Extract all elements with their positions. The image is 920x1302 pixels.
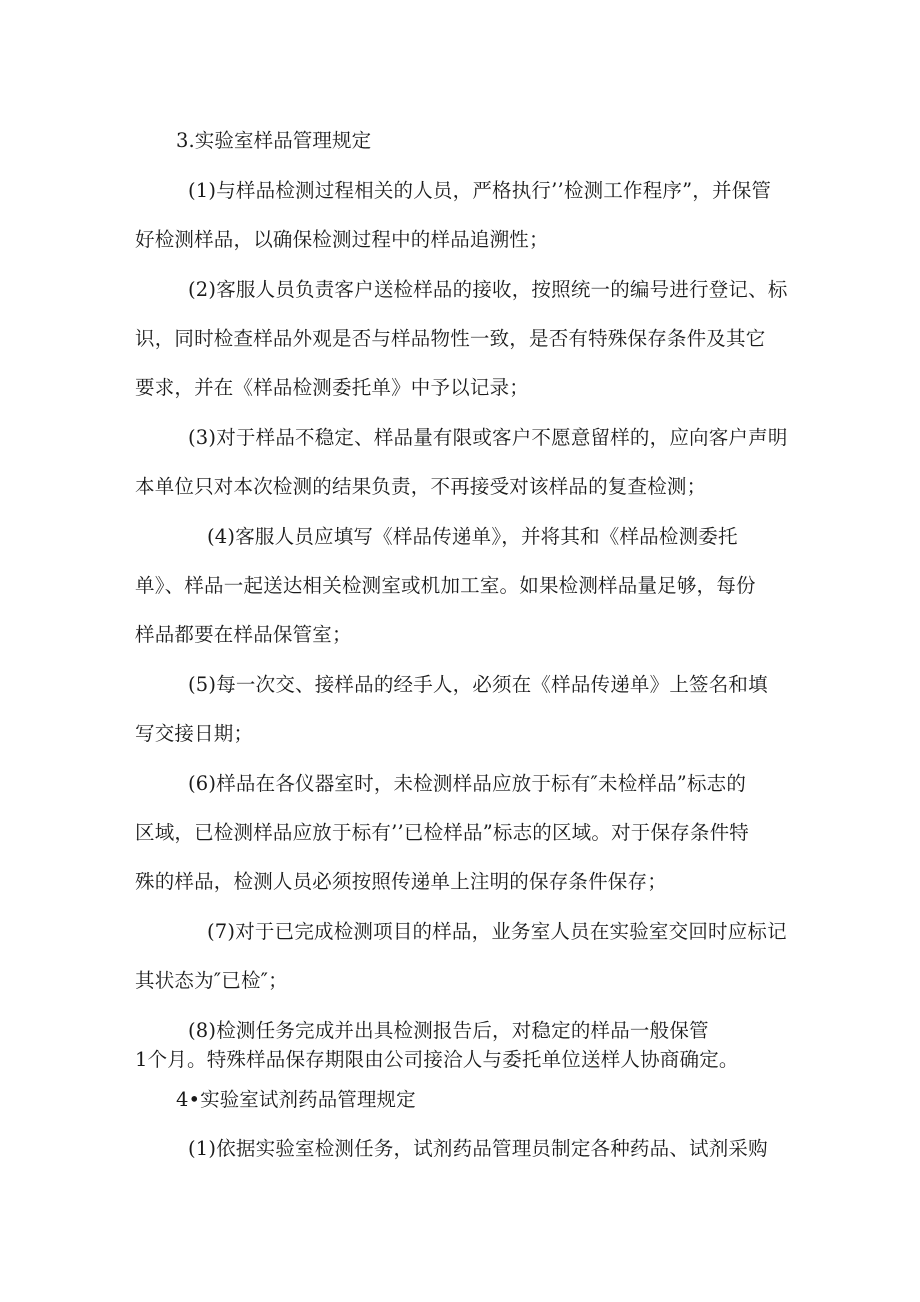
paragraph-line: 写交接日期； bbox=[135, 722, 254, 745]
section-heading-3: 3.实验室样品管理规定 bbox=[176, 129, 372, 152]
paragraph-line: (4)客服人员应填写《样品传递单》，并将其和《样品检测委托 bbox=[207, 525, 738, 548]
paragraph-line: 单》、样品一起送达相关检测室或机加工室。如果检测样品量足够，每份 bbox=[135, 574, 756, 597]
paragraph-line: 本单位只对本次检测的结果负责，不再接受对该样品的复查检测； bbox=[135, 475, 707, 498]
paragraph-line: 其状态为″已检″； bbox=[135, 969, 288, 992]
paragraph-line: 殊的样品，检测人员必须按照传递单上注明的保存条件保存； bbox=[135, 870, 667, 893]
paragraph-line: 1个月。特殊样品保存期限由公司接洽人与委托单位送样人协商确定。 bbox=[135, 1048, 739, 1071]
paragraph-line: 要求，并在《样品检测委托单》中予以记录； bbox=[135, 376, 530, 399]
paragraph-line: 区域，已检测样品应放于标有’’已检样品”标志的区域。对于保存条件特 bbox=[135, 821, 749, 844]
section-heading-4: 4•实验室试剂药品管理规定 bbox=[176, 1088, 416, 1111]
paragraph-line: (1)依据实验室检测任务，试剂药品管理员制定各种药品、试剂采购 bbox=[188, 1137, 768, 1160]
paragraph-line: 好检测样品，以确保检测过程中的样品追溯性； bbox=[135, 228, 549, 251]
paragraph-line: (7)对于已完成检测项目的样品，业务室人员在实验室交回时应标记 bbox=[207, 920, 787, 943]
paragraph-line: 样品都要在样品保管室； bbox=[135, 623, 352, 646]
paragraph-line: (5)每一次交、接样品的经手人，必须在《样品传递单》上签名和填 bbox=[188, 673, 768, 696]
paragraph-line: (2)客服人员负责客户送检样品的接收，按照统一的编号进行登记、标 bbox=[188, 278, 788, 301]
paragraph-line: (6)样品在各仪器室时，未检测样品应放于标有″未检样品”标志的 bbox=[188, 772, 747, 795]
paragraph-line: 识，同时检查样品外观是否与样品物性一致，是否有特殊保存条件及其它 bbox=[135, 327, 766, 350]
paragraph-line: (1)与样品检测过程相关的人员，严格执行’’检测工作程序”，并保管 bbox=[188, 179, 772, 202]
paragraph-line: (8)检测任务完成并出具检测报告后，对稳定的样品一般保管 bbox=[188, 1019, 709, 1042]
paragraph-line: (3)对于样品不稳定、样品量有限或客户不愿意留样的，应向客户声明 bbox=[188, 426, 788, 449]
